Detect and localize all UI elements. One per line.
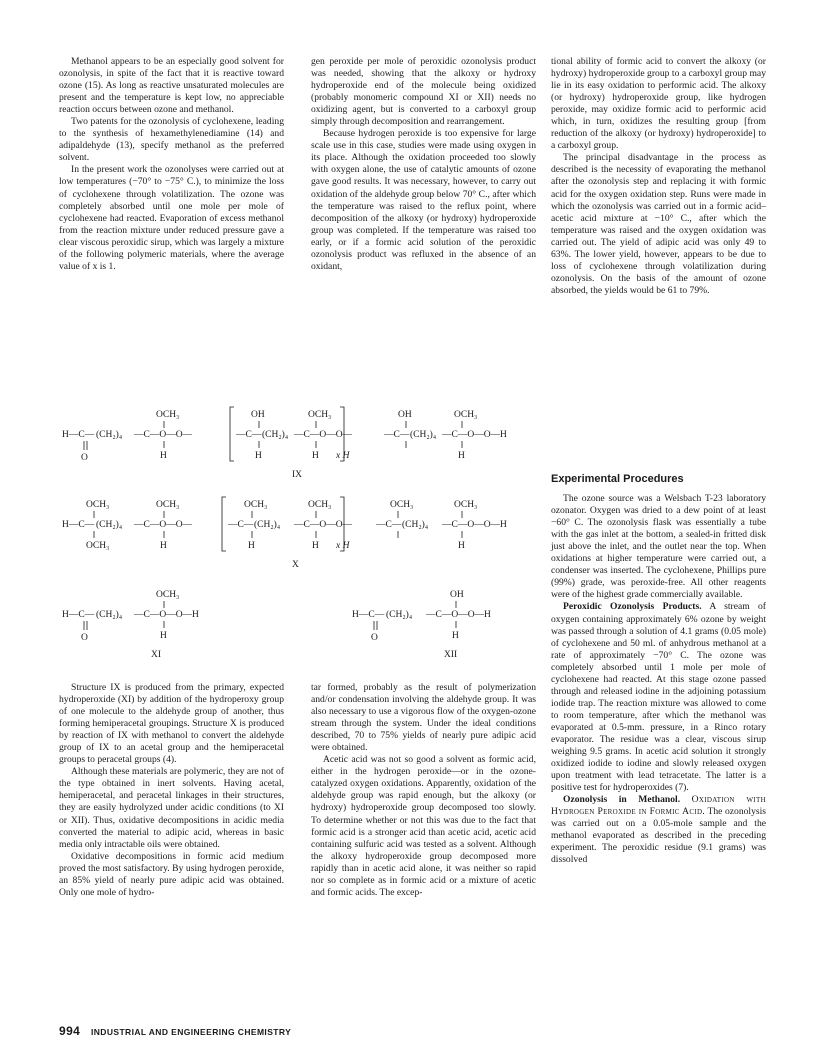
svg-text:—C—: —C— bbox=[236, 430, 262, 440]
struct-label: OCH₃ bbox=[390, 500, 414, 510]
svg-text:—C—: —C— bbox=[228, 520, 254, 530]
struct-label: (CH₂)₄ bbox=[402, 520, 429, 530]
paragraph: The principal disadvantage in the process as described is the necessity of evaporating the methanol after the ozonolysis step and replacing it with formic acid for the oxygen oxidation step. Runs were made in which the ozonolysis was carried out in a formic acid–acetic acid mixture at −10° C., after which the temperature was raised and the oxygen oxidation was carried out. The yield of adipic acid was only 49 to 63%. The lower yield, however, appears to be due to loss of cyclohexene through volatilization during ozonolysis. On the basis of the amount of ozone absorbed, the yields would be 61 to 79%. bbox=[551, 152, 766, 296]
paragraph: Two patents for the ozonolysis of cyclohexene, leading to the synthesis of hexamethylenediamine (14) and adipaldehyde (13), specify methanol as the preferred solvent. bbox=[59, 116, 284, 164]
paragraph: Methanol appears to be an especially good solvent for ozonolysis, in spite of the fact that it is reactive toward ozone (15). As long as reactive unsaturated molecules are present and the temperature is kept low, no appreciable reaction occurs between ozone and methanol. bbox=[59, 56, 284, 116]
struct-label: H bbox=[452, 631, 459, 641]
paragraph: tar formed, probably as the result of polymerization and/or condensation involving the aldehyde group. It was also necessary to use a vigorous flow of the oxygen-ozone stream through the system. Under the ideal conditions described, 70 to 75% yields of nearly pure adipic acid were obtained. bbox=[311, 682, 536, 754]
page-number: 994 bbox=[59, 1024, 81, 1038]
struct-label: H bbox=[160, 451, 167, 461]
struct-label: OCH₃ bbox=[156, 590, 180, 600]
structure-ix bbox=[62, 407, 507, 480]
paragraph: The ozone source was a Welsbach T-23 laboratory ozonator. Oxygen was dried to a dew point of at least −60° C. The ozonolysis flask was essentially a tube with the gas inlet at the bottom, a sealed-in fritted disk just above the inlet, and the outlet near the top. When oxidations at higher temperature were carried out, a condenser was inserted. The cyclohexene, Phillips pure (99%) grade, was peroxide-free. All other reagents were of the highest grade commercially available. bbox=[551, 493, 766, 601]
svg-text:—C—O—O—: —C—O—O— bbox=[134, 430, 193, 440]
paragraph: tional ability of formic acid to convert the alkoxy (or hydroxy) hydroperoxide group to a carboxyl group may lie in its easy oxidation to performic acid. The alkoxy (or hydroxy) hydroperoxide group, like hydrogen peroxide, may oxidize formic acid to performic acid which, in turn, oxidizes the resulting group [from reduction of the alkoxy (or hydroxy) hydroperoxide] to a carboxyl group. bbox=[551, 56, 766, 152]
page-footer bbox=[59, 1024, 291, 1038]
paragraph: In the present work the ozonolyses were carried out at low temperatures (−70° to −75° C.), to minimize the loss of cyclohexene through volatilization. The ozone was completely absorbed until one mole per mole of cyclohexene had reacted. Evaporation of excess methanol from the reaction mixture under reduced pressure gave a clear viscous peroxidic sirup, which was largely a mixture of the following polymeric materials, where the average value of x is 1. bbox=[59, 164, 284, 272]
struct-label: H bbox=[312, 451, 319, 461]
svg-text:—C—: —C— bbox=[376, 520, 402, 530]
svg-text:—C—O—O—H: —C—O—O—H bbox=[426, 610, 491, 620]
structure-label-x: X bbox=[292, 560, 299, 570]
struct-label: OCH₃ bbox=[454, 500, 478, 510]
chemical-structures-figure bbox=[56, 405, 546, 665]
runin-heading: Peroxidic Ozonolysis Products. bbox=[563, 601, 702, 613]
paragraph: Structure IX is produced from the primary, expected hydroperoxide (XI) by addition of the hydroperoxy group of one molecule to the aldehyde group of another, thus forming hemiperacetal groupings. Structure X is produced by reaction of IX with methanol to convert the aldehyde group of IX to an acetal group and the hemiperacetal groups to peracetal groups (4). bbox=[59, 682, 284, 766]
paragraph bbox=[551, 794, 766, 866]
struct-label: O bbox=[81, 633, 88, 643]
svg-text:—C—O—O—: —C—O—O— bbox=[134, 520, 193, 530]
paragraph: Acetic acid was not so good a solvent as formic acid, either in the hydrogen peroxide—or in the ozone-catalyzed oxygen oxidations. Apparently, oxidation of the aldehyde group was rapid enough, but the alkoxy (or hydroxy) hydroperoxide group decomposed too slowly. To determine whether or not this was due to the fact that formic acid is a stronger acid than acetic acid, acetic acid containing sulfuric acid was tested as a solvent. Although the alkoxy hydroperoxide group decomposed more rapidly than in acetic acid alone, it was neither so rapid nor so complete as in formic acid or a mixture of acetic and formic acids. The excep- bbox=[311, 754, 536, 898]
structure-xi bbox=[62, 590, 199, 660]
svg-text:—C—O—O—: —C—O—O— bbox=[294, 520, 353, 530]
structure-xii bbox=[352, 590, 491, 660]
svg-text:H—C—: H—C— bbox=[62, 610, 95, 620]
svg-text:H—C—: H—C— bbox=[62, 520, 95, 530]
structure-label-ix: IX bbox=[292, 470, 303, 480]
struct-label: OCH₃ bbox=[308, 500, 332, 510]
section-heading: Experimental Procedures bbox=[551, 473, 684, 485]
paragraph: Oxidative decompositions in formic acid medium proved the most satisfactory. By using hydrogen peroxide, an 85% yield of nearly pure adipic acid was obtained. Only one mole of hydro- bbox=[59, 850, 284, 898]
struct-label: H bbox=[160, 631, 167, 641]
struct-label: OCH₃ bbox=[156, 410, 180, 420]
column-3-bottom bbox=[551, 461, 766, 867]
journal-name: INDUSTRIAL AND ENGINEERING CHEMISTRY bbox=[91, 1027, 292, 1037]
struct-label: (CH₂)₄ bbox=[96, 430, 123, 440]
svg-text:H—C—: H—C— bbox=[352, 610, 385, 620]
paragraph: Because hydrogen peroxide is too expensive for large scale use in this case, studies were made using oxygen in its place. Although the oxidation proceeded too slowly with oxygen alone, the use of catalytic amounts of ozone gave good results. It was necessary, however, to carry out oxidation of the aldehyde group below 70° C., after which the temperature was raised to the reflux point, where decomposition of the alkoxy (or hydroxy) hydroperoxide group was completed. If the temperature was raised too early, or if a formic acid solution of the peroxidic ozonolysis product was refluxed in the absence of an oxidant, bbox=[311, 128, 536, 272]
struct-label: x H bbox=[336, 451, 350, 461]
column-2-bottom bbox=[311, 682, 536, 899]
column-1-top bbox=[59, 56, 284, 273]
svg-text:—C—: —C— bbox=[384, 430, 410, 440]
struct-label: O bbox=[371, 633, 378, 643]
struct-label: OH bbox=[251, 410, 265, 420]
struct-label: (CH₂)₄ bbox=[96, 520, 123, 530]
struct-label: H bbox=[312, 541, 319, 551]
structure-x bbox=[62, 497, 507, 570]
runin-heading: Ozonolysis in Methanol. bbox=[563, 794, 681, 806]
struct-label: OCH₃ bbox=[156, 500, 180, 510]
column-3-top bbox=[551, 56, 766, 297]
struct-label: H bbox=[458, 541, 465, 551]
struct-label: (CH₂)₄ bbox=[386, 610, 413, 620]
structure-label-xi: XI bbox=[151, 650, 162, 660]
runin-subheading: Oxidation with Hydrogen Peroxide in Formic Acid. bbox=[551, 794, 766, 818]
struct-label: H bbox=[255, 451, 262, 461]
struct-label: H bbox=[248, 541, 255, 551]
svg-text:—C—O—O—H: —C—O—O—H bbox=[134, 610, 199, 620]
paragraph bbox=[551, 601, 766, 794]
struct-label: OH bbox=[398, 410, 412, 420]
svg-text:—C—O—O—H: —C—O—O—H bbox=[442, 520, 507, 530]
struct-label: (CH₂)₄ bbox=[254, 520, 281, 530]
struct-label: (CH₂)₄ bbox=[262, 430, 289, 440]
struct-label: x H bbox=[336, 541, 350, 551]
struct-label: (CH₂)₄ bbox=[96, 610, 123, 620]
svg-text:—C—O—O—: —C—O—O— bbox=[294, 430, 353, 440]
paragraph-text: A stream of oxygen containing approximately 6% ozone by weight was passed through a solution of 4.1 grams (0.05 mole) of cyclohexene and 50 ml. of anhydrous methanol at a rate of approximately −70° C. The ozone was completely absorbed until 1 mole per mole of cyclohexene had reacted. At this stage ozone passed through and released iodine in the adjoining potassium iodide trap. The reaction mixture was allowed to come to room temperature, after which the methanol was evaporated at 0.5-mm. pressure, in a Rinco rotary evaporator. The residue was a clear, viscous sirup weighing 9.5 grams. In acetic acid solution it strongly oxidized iodide to iodine and slowly released oxygen upon treatment with lead tetracetate. The latter is a positive test for hydroperoxides (7). bbox=[551, 601, 767, 794]
paragraph: gen peroxide per mole of peroxidic ozonolysis product was needed, showing that the alkoxy or hydroxy hydroperoxide end of the molecule being oxidized (probably monomeric compound XI or XII) needs no oxidizing agent, but is converted to a carboxyl group simply through decomposition and rearrangement. bbox=[311, 56, 536, 128]
svg-text:—C—O—O—H: —C—O—O—H bbox=[442, 430, 507, 440]
struct-label: H bbox=[458, 451, 465, 461]
struct-label: O bbox=[81, 453, 88, 463]
struct-label: OCH₃ bbox=[86, 500, 110, 510]
struct-label: (CH₂)₄ bbox=[410, 430, 437, 440]
struct-label: OH bbox=[450, 590, 464, 600]
struct-label: OCH₃ bbox=[308, 410, 332, 420]
struct-label: OCH₃ bbox=[86, 541, 110, 551]
column-1-bottom bbox=[59, 682, 284, 899]
column-2-top bbox=[311, 56, 536, 273]
paragraph-text: The ozonolysis was carried out on a 0.05-mole sample and the methanol evaporated as described in the preceding experiment. The peroxidic residue (9.1 grams) was dissolved bbox=[551, 806, 767, 866]
paragraph: Although these materials are polymeric, they are not of the type obtained in inert solvents. Having acetal, hemiperacetal, and peracetal linkages in their structures, they are easily hydrolyzed under acidic conditions (to XI or XII). Thus, oxidative decompositions in acidic media converted the material to adipic acid, whereas in basic media only intractable oils were obtained. bbox=[59, 766, 284, 850]
struct-label: OCH₃ bbox=[454, 410, 478, 420]
svg-text:H—C—: H—C— bbox=[62, 430, 95, 440]
struct-label: H bbox=[160, 541, 167, 551]
structure-label-xii: XII bbox=[444, 650, 458, 660]
struct-label: OCH₃ bbox=[244, 500, 268, 510]
